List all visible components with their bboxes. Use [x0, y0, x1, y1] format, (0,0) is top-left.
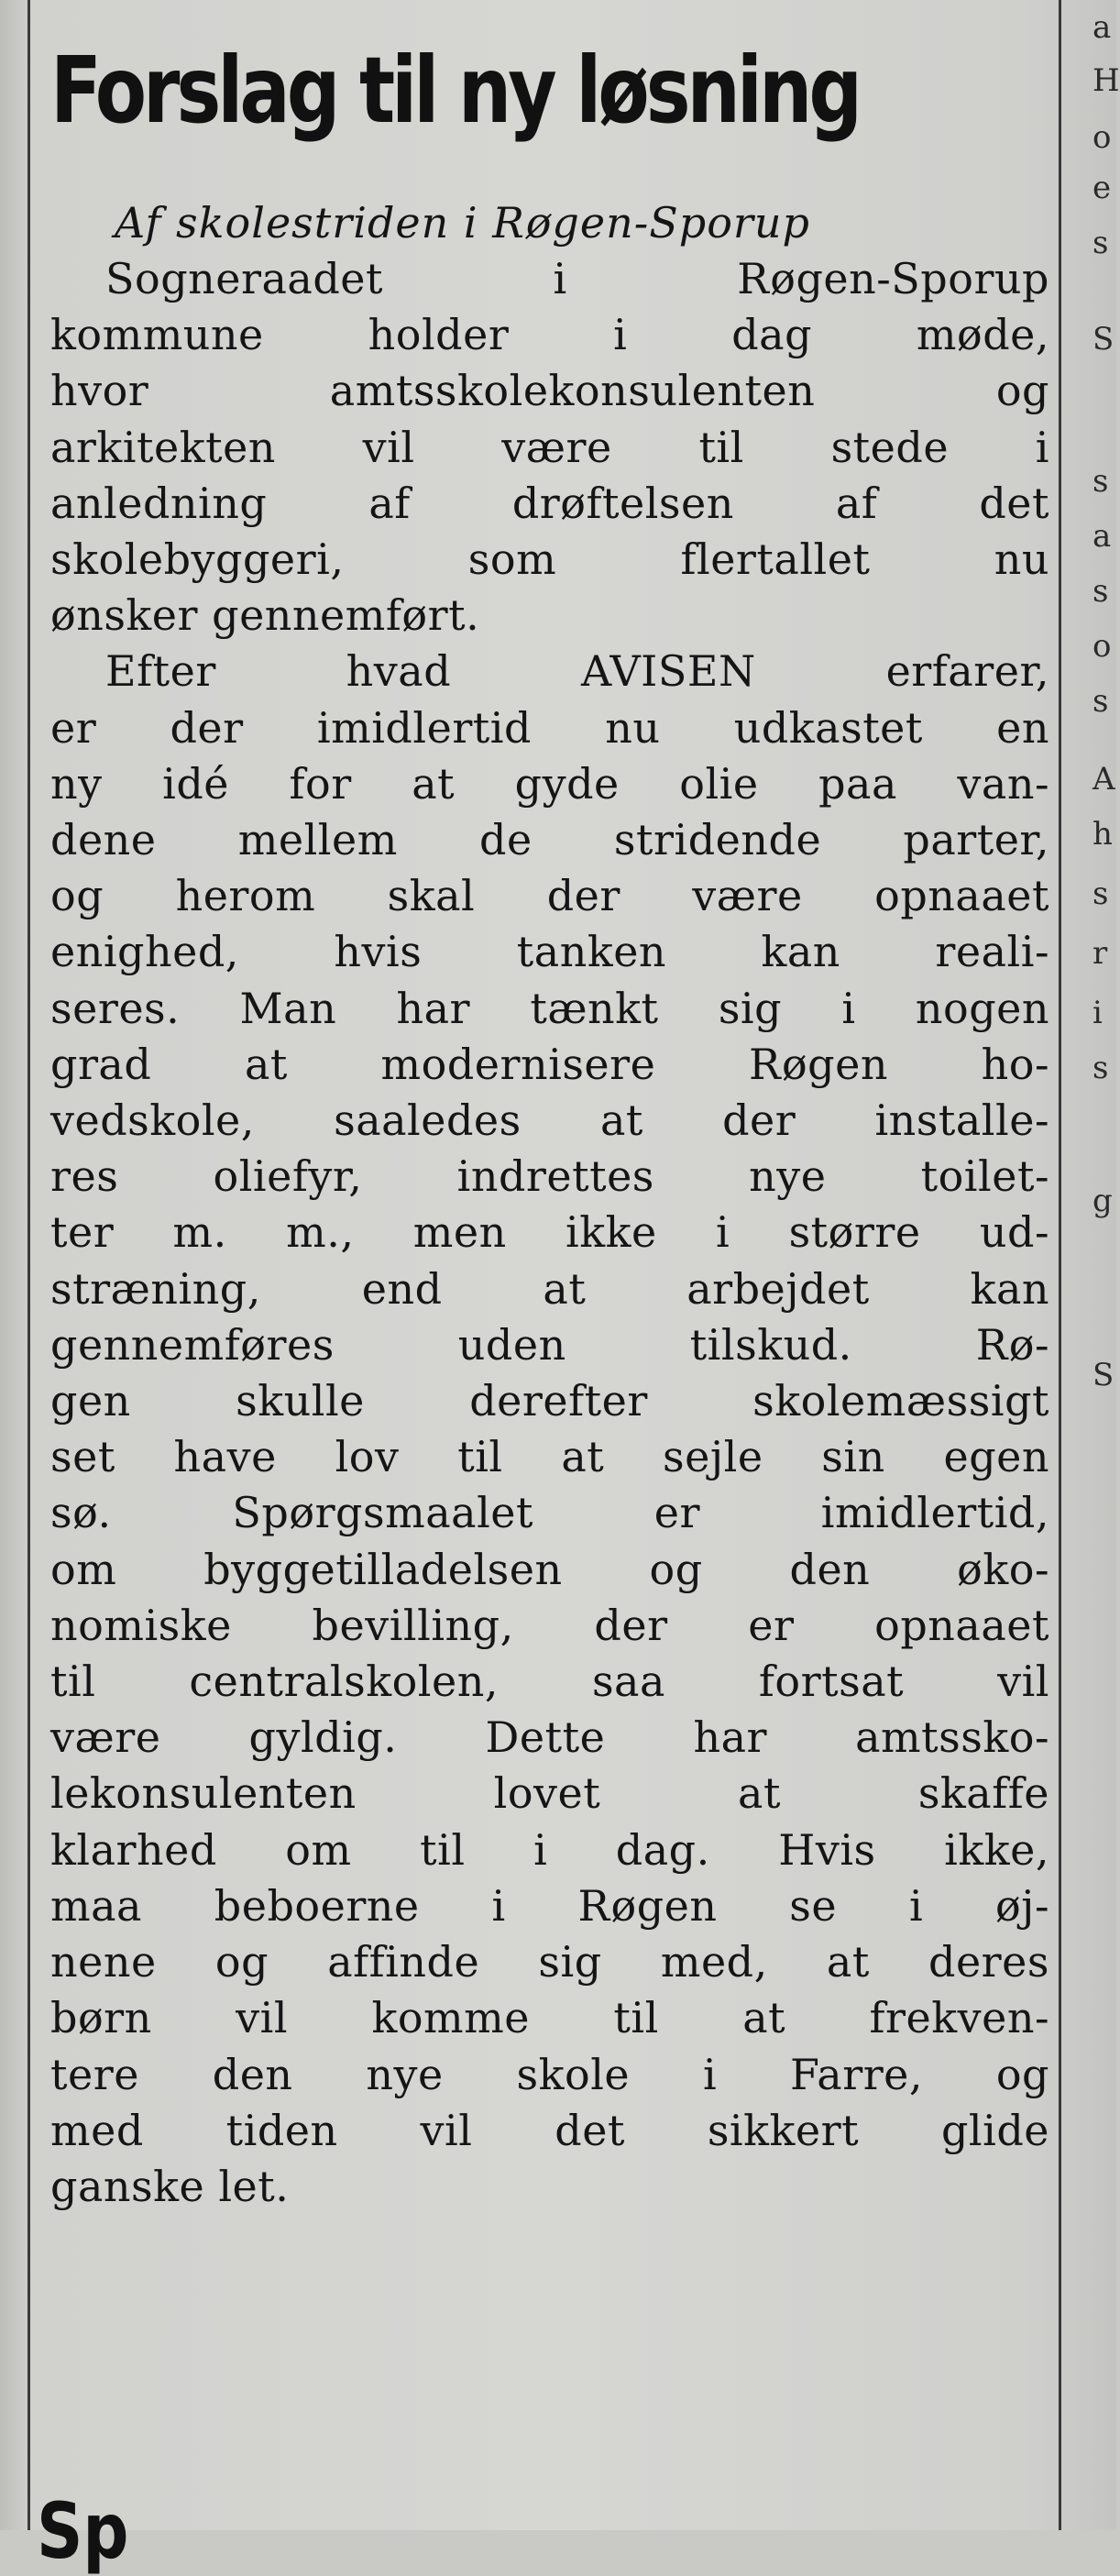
text-line: anledning af drøftelsen af det: [50, 478, 1049, 528]
text-line: ønsker gennemført.: [50, 590, 480, 641]
text-line: om byggetilladelsen og den øko-: [50, 1544, 1049, 1594]
text-line: lekonsulenten lovet at skaffe: [50, 1768, 1049, 1819]
text-line: og herom skal der være opnaaet: [50, 871, 1049, 921]
adjacent-column-fragment: i: [1093, 995, 1103, 1031]
subhead: Af skolestriden i Røgen-Sporup: [115, 198, 810, 248]
adjacent-column-fragment: S: [1093, 321, 1115, 358]
adjacent-column-edge: [1065, 0, 1120, 2530]
text-line: res oliefyr, indrettes nye toilet-: [50, 1151, 1049, 1202]
article: [50, 28, 1049, 2215]
adjacent-column-fragment: a: [1093, 518, 1112, 555]
left-column-rule: [27, 0, 30, 2530]
paragraph-2: [50, 644, 1049, 2215]
text-line: er der imidlertid nu udkastet en: [50, 702, 1049, 753]
text-line: nene og affinde sig med, at deres: [50, 1937, 1049, 1987]
next-article-headline-cut: [37, 2486, 129, 2576]
adjacent-column-fragment: s: [1093, 875, 1109, 912]
text-line: børn vil komme til at frekven-: [50, 1993, 1049, 2043]
text-line: ter m. m., men ikke i større ud-: [50, 1207, 1049, 1258]
adjacent-column-fragment: S: [1093, 1357, 1115, 1393]
adjacent-column-fragment: s: [1093, 573, 1109, 610]
adjacent-column-fragment: a: [1093, 9, 1112, 46]
text-line: gennemføres uden tilskud. Rø-: [50, 1319, 1049, 1370]
next-article-headline-text: Sp: [37, 2486, 129, 2576]
text-line: til centralskolen, saa fortsat vil: [50, 1657, 1049, 1707]
adjacent-column-fragment: o: [1093, 119, 1112, 156]
text-line: ny idé for at gyde olie paa van-: [50, 758, 1049, 809]
text-line: hvor amtsskolekonsulenten og: [50, 366, 1049, 416]
text-line: med tiden vil det sikkert glide: [50, 2105, 1049, 2155]
text-line: set have lov til at sejle sin egen: [50, 1432, 1049, 1482]
text-line: enighed, hvis tanken kan reali-: [50, 927, 1049, 977]
headline: Forslag til ny løsning: [50, 38, 860, 145]
text-line: tere den nye skole i Farre, og: [50, 2049, 1049, 2099]
adjacent-column-fragment: s: [1093, 1050, 1109, 1086]
text-line: grad at modernisere Røgen ho-: [50, 1039, 1049, 1089]
article-body: [50, 251, 1049, 2215]
text-line: klarhed om til i dag. Hvis ikke,: [50, 1824, 1049, 1875]
text-line: være gyldig. Dette har amtssko-: [50, 1712, 1049, 1763]
text-line: maa beboerne i Røgen se i øj-: [50, 1880, 1049, 1931]
adjacent-column-fragment: s: [1093, 225, 1109, 261]
adjacent-column-fragment: r: [1093, 935, 1108, 972]
text-line: arkitekten vil være til stede i: [50, 422, 1049, 472]
text-line: gen skulle derefter skolemæssigt: [50, 1376, 1049, 1426]
adjacent-column-fragment: g: [1093, 1183, 1113, 1219]
adjacent-column-fragment: s: [1093, 463, 1109, 500]
text-line: seres. Man har tænkt sig i nogen: [50, 983, 1049, 1033]
text-line: sø. Spørgsmaalet er imidlertid,: [50, 1488, 1049, 1538]
adjacent-column-fragment: o: [1093, 628, 1112, 665]
right-column-rule: [1059, 0, 1061, 2530]
text-line: nomiske bevilling, der er opnaaet: [50, 1600, 1049, 1650]
adjacent-column-fragment: H: [1093, 62, 1120, 99]
text-line: skolebyggeri, som flertallet nu: [50, 534, 1049, 585]
text-line: stræning, end at arbejdet kan: [50, 1263, 1049, 1314]
adjacent-column-fragment: h: [1093, 816, 1113, 853]
text-line: vedskole, saaledes at der installe-: [50, 1095, 1049, 1146]
text-line: Sogneraadet i Røgen-Sporup: [105, 254, 1049, 303]
text-line: Efter hvad AVISEN erfarer,: [105, 646, 1049, 697]
adjacent-column-fragment: s: [1093, 683, 1109, 720]
text-line: ganske let.: [50, 2161, 290, 2211]
adjacent-column-fragment: e: [1093, 170, 1112, 206]
adjacent-column-fragment: A: [1093, 761, 1115, 798]
text-line: dene mellem de stridende parter,: [50, 815, 1049, 865]
paragraph-1: [50, 251, 1049, 644]
text-line: kommune holder i dag møde,: [50, 310, 1049, 360]
